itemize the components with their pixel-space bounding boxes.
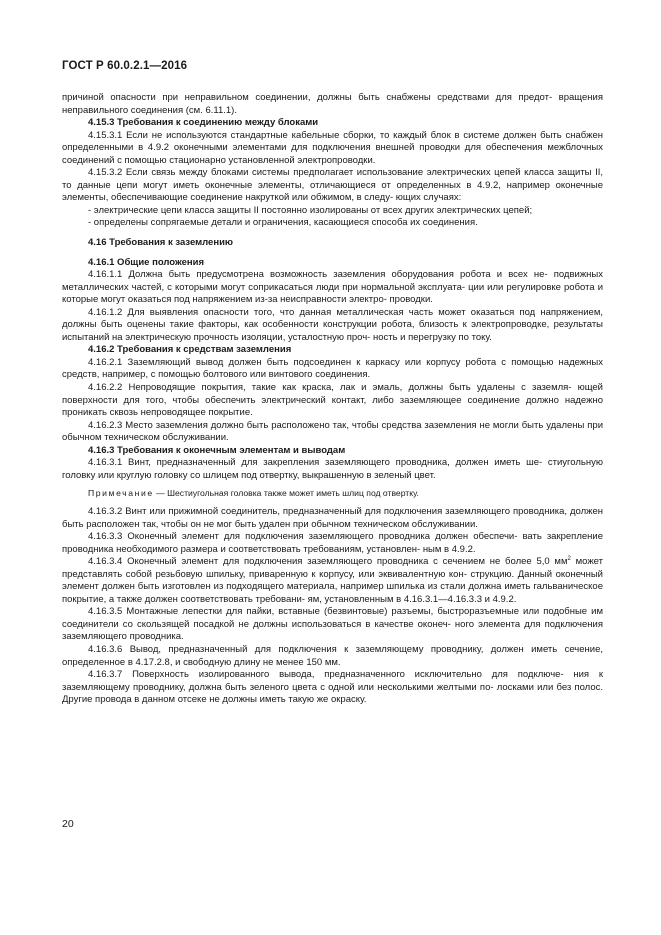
- paragraph-4-16-3-6: 4.16.3.6 Вывод, предназначенный для подключения к заземляющему проводнику, должен иметь сечение, определенное в 4.17.2.8, и свободную длину не менее 150 мм.: [62, 643, 603, 668]
- note-text: Шестиугольная головка также может иметь шлиц под отвертку.: [167, 488, 419, 499]
- page-header-standard-number: ГОСТ Р 60.0.2.1—2016: [62, 60, 188, 72]
- paragraph-4-16-2-3: 4.16.2.3 Место заземления должно быть расположено так, чтобы средства заземления не могли быть удалены при обычном техническом обслуживании.: [62, 419, 603, 444]
- note-label: Примечание: [88, 488, 154, 499]
- paragraph-continuation: причиной опасности при неправильном соединении, должны быть снабжены средствами для предот- вращения неправильного соединения (см. 6.11.1).: [62, 92, 603, 116]
- paragraph-4-16-3-4: [62, 556, 603, 606]
- paragraph-4-16-3-1: 4.16.3.1 Винт, предназначенный для закрепления заземляющего проводника, должен иметь ше- стиугольную головку или круглую головку со шлицем под отвертку, выкрашенную в зеленый цвет.: [62, 457, 603, 481]
- section-heading-4-16: 4.16 Требования к заземлению: [88, 237, 234, 249]
- note-dash: —: [156, 488, 165, 499]
- superscript: 2: [567, 555, 571, 562]
- list-item-dash: - определены сопрягаемые детали и ограничения, касающиеся способа их соединения.: [88, 217, 478, 229]
- paragraph-4-16-1-1: 4.16.1.1 Должна быть предусмотрена возможность заземления оборудования робота и всех не- подвижных металлических частей, с которыми могут соприкасаться люди при нормальной эксплуата- ции или регулировке робота и которые могут оказаться под напряжением из-за неисправности электро- проводки.: [62, 269, 603, 306]
- subsection-heading-4-16-2: 4.16.2 Требования к средствам заземления: [88, 344, 292, 356]
- subsection-heading-4-15-3: 4.15.3 Требования к соединению между блоками: [88, 117, 319, 129]
- paragraph-4-16-3-2: 4.16.3.2 Винт или прижимной соединитель, предназначенный для подключения заземляющего проводника, должен быть расположен так, чтобы он не мог быть удален при обычном техническом обслуживании.: [62, 505, 603, 530]
- paragraph-text: 4.16.3.4 Оконечный элемент для подключения заземляющего проводника с сечением не более 5,0 мм: [88, 556, 568, 568]
- list-item-dash: - электрические цепи класса защиты II постоянно изолированы от всех других электрических цепей;: [88, 204, 533, 216]
- note: [62, 487, 603, 500]
- paragraph-4-15-3-2: 4.15.3.2 Если связь между блоками системы предполагает использование электрических цепей класса защиты II, то данные цепи могут иметь оконечные элементы, отличающиеся от определенных в 4.9.2, например оконечные элементы, обеспечивающие соединение накруткой или обжимом, в следу- ющих случаях:: [62, 167, 603, 204]
- paragraph-4-16-2-2: 4.16.2.2 Непроводящие покрытия, такие как краска, лак и эмаль, должны быть удалены с заземля- ющей поверхности для того, чтобы обеспечить электрический контакт, либо заземляющее соединение должно надежно проникать сквозь непроводящее покрытие.: [62, 382, 603, 419]
- document-body: [62, 92, 603, 707]
- paragraph-4-15-3-1: 4.15.3.1 Если не используются стандартные кабельные сборки, то каждый блок в системе должен быть снабжен определенными в 4.9.2 оконечными элементами для подключения внешней проводки для обеспечения межблочных соединений с помощью стационарно установленной электропроводки.: [62, 129, 603, 166]
- paragraph-4-16-3-5: 4.16.3.5 Монтажные лепестки для пайки, вставные (безвинтовые) разъемы, быстроразъемные или подобные им соединители со скользящей посадкой не должны использоваться в качестве оконеч- ного элемента для подключения заземляющего проводника.: [62, 606, 603, 643]
- paragraph-4-16-3-7: 4.16.3.7 Поверхность изолированного вывода, предназначенного исключительно для подключе- ния к заземляющему проводнику, должна быть зеленого цвета с одной или несколькими желтыми по- лосками или без полос. Другие провода в данном отсеке не должны иметь такую же окраску.: [62, 669, 603, 706]
- paragraph-text: может представлять собой резьбовую шпильку, приваренную к корпусу, или эквивалентную кон- струкцию. Данный оконечный элемент должен быть изготовлен из подходящего материала, например шпилька из стали должна иметь гальваническое покрытие, а также должен соответствовать требовани- ям, установленным в 4.16.3.1—4.16.3.3 и 4.9.2.: [62, 556, 603, 605]
- page-number: 20: [62, 818, 74, 830]
- subsection-heading-4-16-3: 4.16.3 Требования к оконечным элементам и выводам: [88, 444, 346, 456]
- paragraph-4-16-1-2: 4.16.1.2 Для выявления опасности того, что данная металлическая часть может оказаться под напряжением, должны быть оценены такие факторы, как особенности конструкции робота, близость к электропроводке, результаты испытаний на электрическую прочность изоляции, усталостную проч- ность и перегрузку по току.: [62, 306, 603, 343]
- paragraph-4-16-3-3: 4.16.3.3 Оконечный элемент для подключения заземляющего проводника должен обеспечи- вать закрепление проводника необходимого размера и соответствовать требованиям, установлен- ным в 4.9.2.: [62, 531, 603, 555]
- subsection-heading-4-16-1: 4.16.1 Общие положения: [88, 256, 204, 268]
- paragraph-4-16-2-1: 4.16.2.1 Заземляющий вывод должен быть подсоединен к каркасу или корпусу робота с помощью надежных средств, например, с помощью болтового или винтового соединения.: [62, 356, 603, 381]
